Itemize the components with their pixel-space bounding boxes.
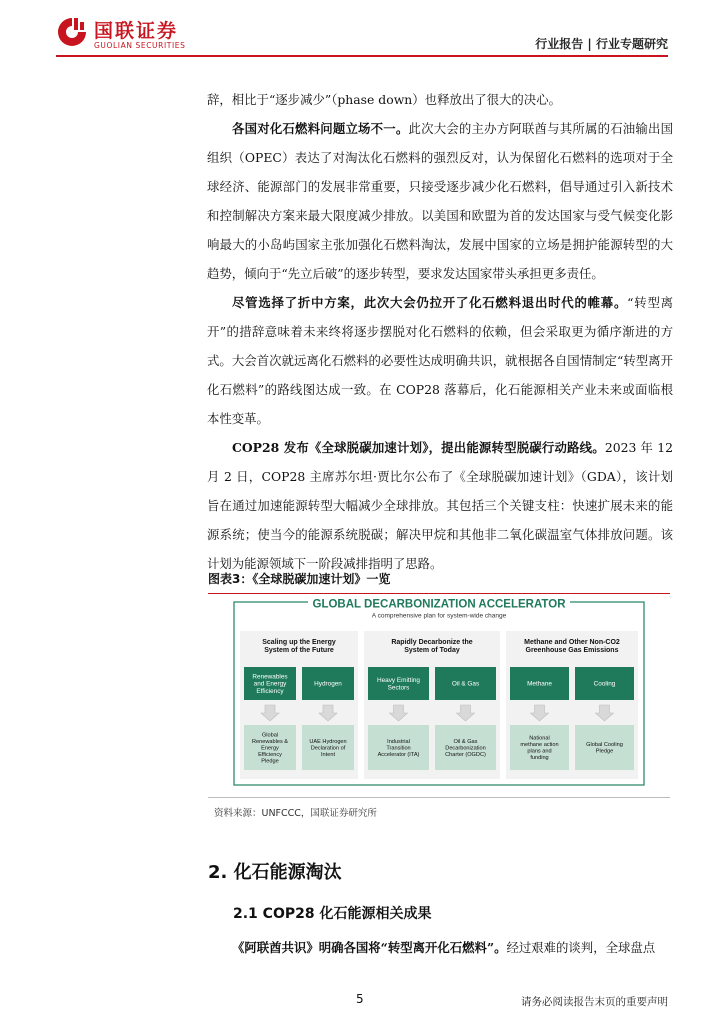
pillar-top-label: Hydrogen bbox=[314, 680, 342, 688]
pillar-top-label: Renewables and Energy Efficiency bbox=[252, 673, 288, 696]
subsection-heading: 2.1 COP28 化石能源相关成果 bbox=[233, 906, 432, 922]
document-type: 行业报告 | 行业专题研究 bbox=[535, 37, 668, 51]
paragraph-4-body: 2023 年 12 月 2 日，COP28 主席苏尔坦·贾比尔公布了《全球脱碳加速计划》（GDA），该计划旨在通过加速能源转型大幅减少全球排放。其包括三个关键支柱：快速扩展未来的能源系统；使当今的能源系统脱碳；解决甲烷和其他非二氧化碳温室气体排放问题。该计划为能源领域下一阶段减排指明了思路。 bbox=[207, 440, 673, 571]
paragraph-2-lead: 各国对化石燃料问题立场不一。 bbox=[232, 121, 409, 136]
section-heading: 2. 化石能源淘汰 bbox=[208, 862, 342, 883]
paragraph-3-lead: 尽管选择了折中方案，此次大会仍拉开了化石燃料退出时代的帷幕。 bbox=[232, 295, 628, 310]
diagram-subheading: A comprehensive plan for system-wide change bbox=[371, 612, 507, 620]
pillar-bottom-label: National methane action plans and funding bbox=[520, 735, 559, 762]
pillar-top-label: Heavy Emitting Sectors bbox=[377, 677, 420, 692]
pillar-top-label: Methane bbox=[527, 680, 552, 688]
pillar-bottom-label: Oil & Gas Decarbonization Charter (OGDC) bbox=[445, 738, 486, 758]
pillar-bottom-label: Global Cooling Pledge bbox=[586, 742, 623, 755]
footer-disclaimer: 请务必阅读报告末页的重要声明 bbox=[521, 996, 668, 1008]
brand-logo bbox=[56, 14, 196, 52]
brand-name-en: GUOLIAN SECURITIES bbox=[94, 41, 186, 50]
figure-title: 图表3：《全球脱碳加速计划》一览 bbox=[208, 570, 670, 594]
paragraph-2-body: 此次大会的主办方阿联酋与其所属的石油输出国组织（OPEC）表达了对淘汰化石燃料的强烈反对，认为保留化石燃料的选项对于全球经济、能源部门的发展非常重要，只接受逐步减少化石燃料，倡导通过引入新技术和控制解决方案来最大限度减少排放。以美国和欧盟为首的发达国家与受气候变化影响最大的小岛屿国家主张加强化石燃料淘汰，发展中国家的立场是拥护能源转型的大趋势，倾向于“先立后破”的逐步转型，要求发达国家带头承担更多责任。 bbox=[207, 121, 674, 281]
paragraph-3 bbox=[207, 288, 673, 433]
body-text bbox=[207, 85, 673, 578]
paragraph-3-body: “转型离开”的措辞意味着未来终将逐步摆脱对化石燃料的依赖，但会采取更为循序渐进的方式。大会首次就远离化石燃料的必要性达成明确共识，就根据各自国情制定“转型离开化石燃料”的路线图达成一致。在 COP28 落幕后，化石能源相关产业未来或面临根本性变革。 bbox=[207, 295, 674, 426]
page-header bbox=[0, 0, 724, 60]
page-number: 5 bbox=[356, 992, 364, 1006]
paragraph-4 bbox=[207, 433, 673, 578]
figure-container bbox=[208, 597, 670, 798]
paragraph-2 bbox=[207, 114, 673, 288]
paragraph-4-lead: COP28 发布《全球脱碳加速计划》，提出能源转型脱碳行动路线。 bbox=[232, 440, 605, 455]
pillar-top-label: Cooling bbox=[593, 680, 616, 688]
gda-diagram bbox=[208, 597, 670, 797]
pillar-bottom-label: UAE Hydrogen Declaration of Intent bbox=[309, 738, 347, 758]
paragraph-5 bbox=[232, 933, 672, 962]
figure-source: 资料来源：UNFCCC，国联证券研究所 bbox=[214, 808, 377, 819]
paragraph-5-body: 经过艰难的谈判，全球盘点 bbox=[506, 940, 656, 955]
paragraph-5-lead: 《阿联酋共识》明确各国将“转型离开化石燃料”。 bbox=[232, 940, 507, 955]
pillar-top-label: Oil & Gas bbox=[451, 680, 480, 688]
header-divider bbox=[56, 55, 668, 57]
pillar-title: Methane and Other Non-CO2 Greenhouse Gas Emissions bbox=[524, 639, 620, 655]
pillar-bottom-label: Global Renewables & Energy Efficiency Pledge bbox=[251, 732, 289, 765]
brand-name-cn: 国联证券 bbox=[94, 20, 179, 42]
pillar-title: Scaling up the Energy System of the Future bbox=[262, 639, 336, 655]
pillar-title: Rapidly Decarbonize the System of Today bbox=[391, 639, 473, 655]
logo-icon bbox=[56, 16, 88, 48]
pillar-bottom-label: Industrial Transition Accelerator (ITA) bbox=[377, 738, 420, 758]
diagram-heading: GLOBAL DECARBONIZATION ACCELERATOR bbox=[312, 598, 566, 611]
paragraph-1: 辞，相比于“逐步减少”（phase down）也释放出了很大的决心。 bbox=[207, 92, 561, 107]
